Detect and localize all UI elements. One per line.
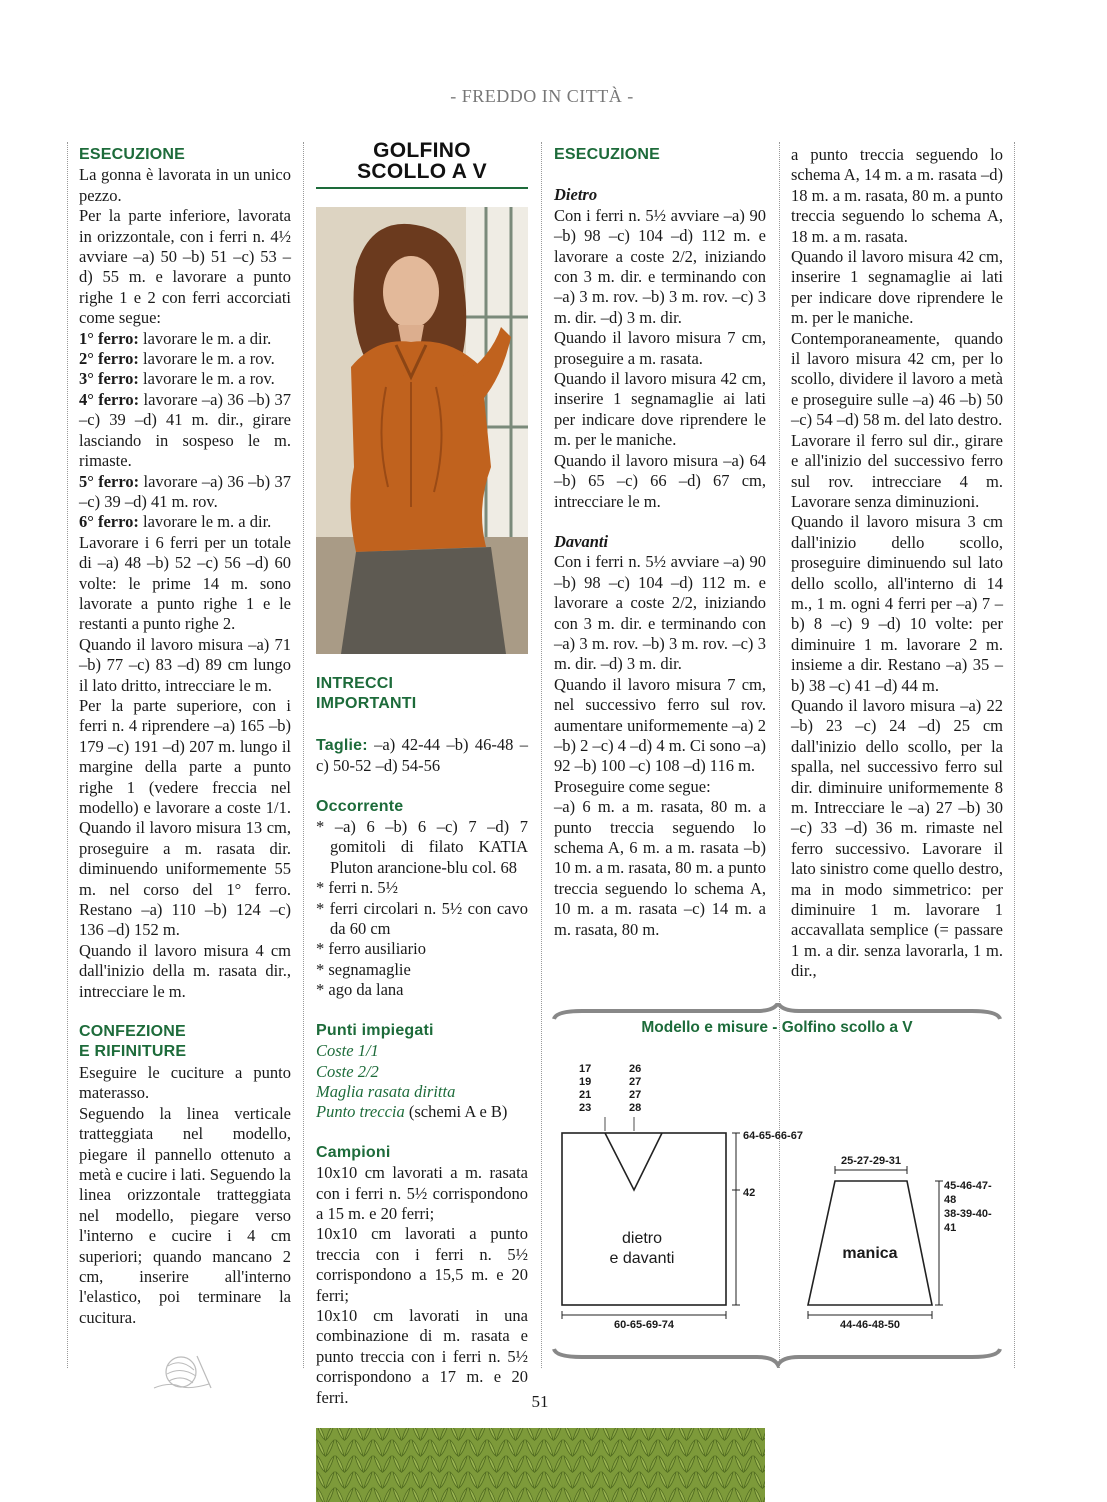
paragraph: Quando il lavoro misura –a) 71 –b) 77 –c) 83 –d) 89 cm lungo il lato dritto, intrecciare le m. — [79, 634, 291, 695]
column-sweater-execution — [554, 145, 766, 940]
column-rule — [1014, 142, 1015, 1368]
paragraph: Quando il lavoro misura 7 cm, proseguire a m. rasata. — [554, 328, 766, 368]
row-instruction: 1° ferro: lavorare le m. a dir. — [79, 328, 272, 348]
pattern-title: GOLFINO — [373, 139, 471, 162]
paragraph: Lavorare il ferro sul dir., girare e all'inizio del successivo ferro sul rov. intrecciare 4 m. Lavorare senza diminuzioni. — [791, 430, 1003, 511]
sleeve-top-width: 25-27-29-31 — [841, 1155, 901, 1167]
paragraph: Quando il lavoro misura –a) 22 –b) 23 –c) 24 –d) 25 cm dall'inizio dello scollo, per la spalla, nel successivo ferro sul dir. diminuire uniformemente 8 m. Intrecciare le –a) 27 –b) 30 –c) 33 –d) 36 m. rimaste nel ferro successivo. Lavorare il lato sinistro come quello destro, ma in modo simmetrico: per diminuire 1 m. lavorare 1 accavallata semplice (= passare 1 m. a dir. senza lavorarla, 1 m. dir., — [791, 695, 1003, 981]
row-instruction: 6° ferro: lavorare le m. a dir. — [79, 512, 272, 532]
column-rule — [541, 142, 542, 1368]
body-piece-label: dietro e davanti — [609, 1230, 675, 1267]
row-label: 1° ferro: — [79, 328, 139, 348]
sleeve-bottom-width: 44-46-48-50 — [840, 1319, 900, 1331]
body-width: 60-65-69-74 — [614, 1319, 674, 1331]
neck-left-measures: 17 19 21 23 — [579, 1063, 592, 1114]
section-heading: CONFEZIONE — [79, 1023, 186, 1041]
list-item: * ferro ausiliario — [316, 939, 426, 959]
section-heading: IMPORTANTI — [316, 695, 417, 713]
paragraph: Per la parte inferiore, lavorata in orizzontale, con i ferri n. 4½ avviare –a) 50 –b) 51 –c) 53 –d) 55 m. e lavorare a punto righe 1 e 2 con ferri accorciati come segue: — [79, 206, 291, 328]
section-heading: Punti impiegati — [316, 1021, 434, 1039]
stitch-item: Punto treccia (schemi A e B) — [316, 1102, 508, 1122]
section-heading: ESECUZIONE — [79, 146, 186, 163]
stitch-item: Coste 1/1 — [316, 1041, 379, 1061]
title-underline — [316, 187, 528, 189]
neck-right-measures: 26 27 27 28 — [629, 1063, 642, 1114]
paragraph: 10x10 cm lavorati a punto treccia con i ferri n. 5½ corrispondono a 15,5 m. e 20 ferri; — [316, 1224, 528, 1305]
measurement-diagram — [552, 1003, 1002, 1368]
section-heading: Occorrente — [316, 797, 404, 815]
knit-texture-strip — [316, 1428, 765, 1502]
row-label: 2° ferro: — [79, 349, 139, 369]
sizes-label: Taglie: — [316, 736, 368, 754]
stitch-item: Coste 2/2 — [316, 1061, 379, 1081]
column-sweater-continued — [791, 145, 1003, 982]
page-number: 51 — [531, 1392, 549, 1411]
column-rule — [67, 142, 68, 1368]
row-label: 5° ferro: — [79, 471, 140, 491]
pattern-title: SCOLLO A V — [357, 160, 487, 183]
list-item: * ferri n. 5½ — [316, 878, 399, 898]
diagram-title: Modello e misure - Golfino scollo a V — [641, 1019, 913, 1036]
list-item: * ferri circolari n. 5½ con cavo da 60 cm — [316, 898, 528, 939]
paragraph: Per la parte superiore, con i ferri n. 4 riprendere –a) 165 –b) 179 –c) 191 –d) 207 m. lungo il margine della parte a punto righe 1 (vedere freccia nel modello) e lavorare a coste 1/1. Quando il lavoro misura 13 cm, proseguire a m. rasata dir. diminuendo uniformemente 55 m. nel corso del 1° ferro. Restano –a) 110 –b) 124 –c) 136 –d) 152 m. — [79, 695, 291, 940]
paragraph: Eseguire le cuciture a punto materasso. — [79, 1062, 291, 1103]
subheading-back: Dietro — [554, 185, 598, 205]
paragraph: Contemporaneamente, quando il lavoro misura 42 cm, per lo scollo, dividere il lavoro a metà e proseguire sulle –a) 46 –b) 50 –c) 54 –d) 58 m. del lato destro. — [791, 328, 1003, 430]
paragraph: Quando il lavoro misura 42 cm, inserire 1 segnamaglie ai lati per indicare dove riprendere le m. per le maniche. — [791, 247, 1003, 328]
paragraph: Con i ferri n. 5½ avviare –a) 90 –b) 98 –c) 104 –d) 112 m. e lavorare a coste 2/2, iniziando con 3 m. dir. e terminando con –a) 3 m. rov. –b) 3 m. rov. –c) 3 m. dir. –d) 3 m. dir. — [554, 205, 766, 327]
section-heading: E RIFINITURE — [79, 1043, 187, 1061]
paragraph: 10x10 cm lavorati a m. rasata con i ferri n. 5½ corrispondono a 15 m. e 20 ferri; — [316, 1163, 528, 1223]
row-instruction: 5° ferro: lavorare –a) 36 –b) 37 –c) 39 –d) 41 m. rov. — [79, 471, 292, 511]
paragraph: Quando il lavoro misura 42 cm, inserire 1 segnamaglie ai lati per indicare dove riprendere le m. per le maniche. — [554, 369, 766, 450]
yarn-ball-icon — [149, 1348, 219, 1398]
row-label: 6° ferro: — [79, 512, 139, 532]
running-header: - FREDDO IN CITTÀ - — [450, 86, 634, 106]
row-instruction: 4° ferro: lavorare –a) 36 –b) 37 –c) 39 –d) 41 m. dir., girare lasciando in sospeso le m. rimaste. — [79, 389, 292, 471]
row-instruction: 3° ferro: lavorare le m. a rov. — [79, 369, 275, 389]
section-heading: Campioni — [316, 1143, 391, 1161]
paragraph: Proseguire come segue: — [554, 776, 711, 796]
paragraph: Lavorare i 6 ferri per un totale di –a) 48 –b) 52 –c) 56 –d) 60 volte: le prime 14 m. sono lavorate a punto righe 1 e le restanti a punto righe 2. — [79, 532, 291, 634]
model-photo — [316, 207, 528, 654]
paragraph: –a) 6 m. a m. rasata, 80 m. a punto treccia seguendo lo schema A, 6 m. a m. rasata –b) 10 m. a m. rasata, 80 m. a punto treccia seguendo lo schema A, 10 m. a m. rasata –c) 14 m. a m. rasata, 80 m. — [554, 797, 766, 939]
paragraph: Quando il lavoro misura 3 cm dall'inizio dello scollo, proseguire diminuendo sul lato dello scollo, all'interno di 14 m., 1 m. ogni 4 ferri per –a) 7 –b) 8 –c) 9 –d) 10 volte: per diminuire 1 m. lavorare 2 m. insieme a dir. Restano –a) 35 –b) 38 –c) 41 –d) 44 m. — [791, 512, 1003, 695]
list-item: * ago da lana — [316, 980, 404, 1000]
section-heading: ESECUZIONE — [554, 146, 661, 163]
section-heading: INTRECCI — [316, 675, 394, 692]
body-armhole-height: 42 — [743, 1187, 756, 1199]
paragraph: Quando il lavoro misura 4 cm dall'inizio della m. rasata dir., intrecciare le m. — [79, 940, 291, 1001]
list-item: * segnamaglie — [316, 959, 411, 979]
sizes: Taglie: –a) 42-44 –b) 46-48 –c) 50-52 –d) 54-56 — [316, 734, 528, 776]
materials-list — [316, 817, 528, 1001]
paragraph: Quando il lavoro misura –a) 64 –b) 65 –c) 66 –d) 67 cm, intrecciare le m. — [554, 450, 766, 511]
paragraph: Seguendo la linea verticale tratteggiata nel modello, piegare il pannello ottenuto a metà e cucire i lati. Seguendo la linea orizzontale tratteggiata nel modello, piegare verso l'interno e cucire i 4 cm superiori; quando mancano 2 cm, inserire all'interno l'elastico, poi terminare la cucitura. — [79, 1103, 291, 1327]
row-label: 3° ferro: — [79, 369, 139, 389]
paragraph: Con i ferri n. 5½ avviare –a) 90 –b) 98 –c) 104 –d) 112 m. e lavorare a coste 2/2, iniziando con 3 m. dir. e terminando con –a) 3 m. rov. –b) 3 m. rov. –c) 3 m. dir. –d) 3 m. dir. — [554, 552, 766, 674]
sleeve-label: manica — [842, 1245, 898, 1262]
paragraph: La gonna è lavorata in un unico pezzo. — [79, 165, 291, 205]
stitch-item: Maglia rasata diritta — [316, 1081, 456, 1101]
subheading-front: Davanti — [554, 531, 609, 551]
row-instruction: 2° ferro: lavorare le m. a rov. — [79, 349, 275, 369]
column-sweater-intro — [316, 140, 528, 1408]
body-total-height: 64-65-66-67 — [743, 1130, 803, 1142]
row-label: 4° ferro: — [79, 389, 140, 409]
column-skirt-instructions — [79, 145, 291, 1404]
paragraph: Quando il lavoro misura 7 cm, nel successivo ferro sul rov. aumentare uniformemente –a) 2 –b) 2 –c) 4 –d) 4 m. Ci sono –a) 92 –b) 100 –c) 108 –d) 116 m. — [554, 674, 766, 776]
list-item: * –a) 6 –b) 6 –c) 7 –d) 7 gomitoli di filato KATIA Pluton arancione-blu col. 68 — [316, 817, 528, 877]
paragraph: 10x10 cm lavorati in una combinazione di m. rasata e punto treccia con i ferri n. 5½ corrispondono a 17 m. e 20 ferri. — [316, 1305, 528, 1407]
sleeve-heights: 45-46-47-48 38-39-40-41 — [944, 1180, 992, 1234]
paragraph: a punto treccia seguendo lo schema A, 14 m. a m. rasata –d) 18 m. a m. rasata, 80 m. a punto treccia seguendo lo schema A, 18 m. a m. rasata. — [791, 145, 1003, 246]
column-rule — [303, 142, 304, 1368]
